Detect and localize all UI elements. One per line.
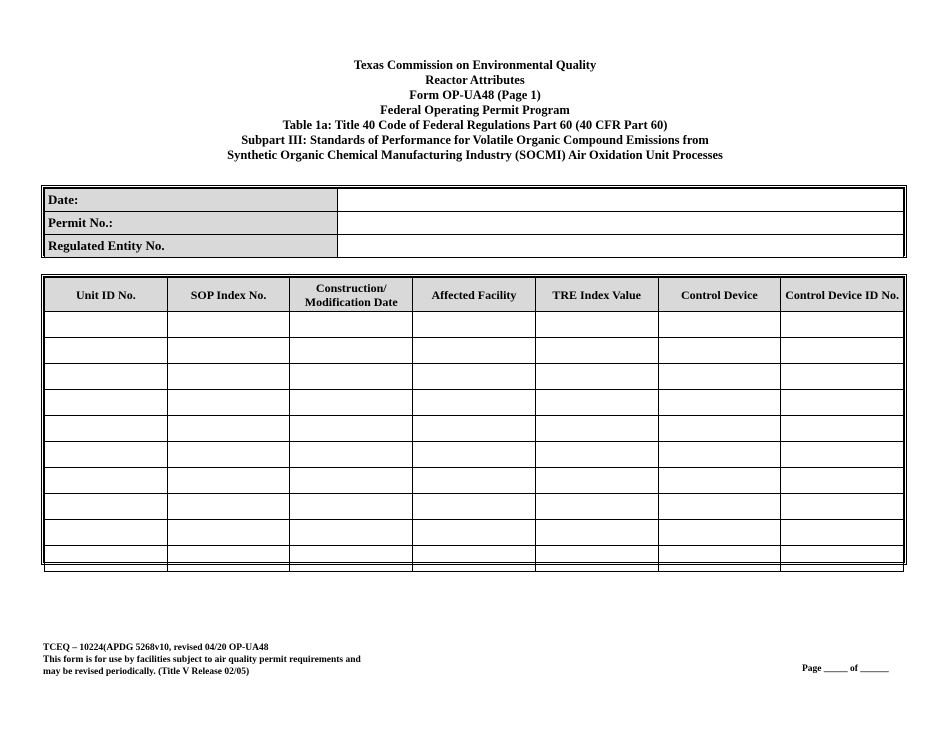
cell-affected-facility[interactable] — [413, 390, 536, 416]
cell-construction-date[interactable] — [290, 546, 413, 572]
cell-affected-facility[interactable] — [413, 520, 536, 546]
date-label: Date: — [45, 189, 338, 212]
cell-unit-id[interactable] — [45, 468, 168, 494]
cell-control-device-id[interactable] — [781, 312, 904, 338]
table-row — [45, 494, 904, 520]
cell-unit-id[interactable] — [45, 546, 168, 572]
header-title: Reactor Attributes — [425, 73, 525, 87]
cell-tre-index[interactable] — [535, 416, 658, 442]
form-header — [0, 58, 950, 163]
cell-sop-index[interactable] — [167, 338, 290, 364]
cell-unit-id[interactable] — [45, 364, 168, 390]
footer-note-2: may be revised periodically. (Title V Release 02/05) — [43, 667, 250, 677]
cell-sop-index[interactable] — [167, 416, 290, 442]
page-number: Page _____ of ______ — [802, 664, 889, 674]
cell-construction-date[interactable] — [290, 390, 413, 416]
cell-tre-index[interactable] — [535, 312, 658, 338]
header-table-title: Table 1a: Title 40 Code of Federal Regulations Part 60 (40 CFR Part 60) — [282, 118, 668, 132]
table-row — [45, 338, 904, 364]
cell-construction-date[interactable] — [290, 468, 413, 494]
column-header-construction-date: Construction/ Modification Date — [290, 278, 413, 312]
cell-control-device[interactable] — [658, 390, 781, 416]
cell-sop-index[interactable] — [167, 312, 290, 338]
table-row — [45, 520, 904, 546]
cell-tre-index[interactable] — [535, 364, 658, 390]
column-header-sop-index: SOP Index No. — [167, 278, 290, 312]
cell-sop-index[interactable] — [167, 494, 290, 520]
cell-affected-facility[interactable] — [413, 442, 536, 468]
table-row — [45, 312, 904, 338]
table-row — [45, 442, 904, 468]
cell-affected-facility[interactable] — [413, 312, 536, 338]
cell-control-device-id[interactable] — [781, 468, 904, 494]
cell-unit-id[interactable] — [45, 442, 168, 468]
cell-tre-index[interactable] — [535, 546, 658, 572]
cell-construction-date[interactable] — [290, 416, 413, 442]
cell-construction-date[interactable] — [290, 338, 413, 364]
cell-control-device-id[interactable] — [781, 416, 904, 442]
cell-affected-facility[interactable] — [413, 494, 536, 520]
cell-unit-id[interactable] — [45, 390, 168, 416]
permit-number-label: Permit No.: — [45, 212, 338, 235]
regulated-entity-label: Regulated Entity No. — [45, 235, 338, 258]
cell-sop-index[interactable] — [167, 520, 290, 546]
cell-control-device[interactable] — [658, 312, 781, 338]
cell-control-device-id[interactable] — [781, 442, 904, 468]
cell-unit-id[interactable] — [45, 520, 168, 546]
column-header-affected-facility: Affected Facility — [413, 278, 536, 312]
column-header-tre-index: TRE Index Value — [535, 278, 658, 312]
cell-control-device[interactable] — [658, 494, 781, 520]
cell-control-device-id[interactable] — [781, 520, 904, 546]
column-header-control-device-id: Control Device ID No. — [781, 278, 904, 312]
footer-note-1: This form is for use by facilities subject to air quality permit requirements and — [43, 655, 361, 665]
cell-affected-facility[interactable] — [413, 416, 536, 442]
table-row — [45, 390, 904, 416]
cell-control-device-id[interactable] — [781, 364, 904, 390]
cell-tre-index[interactable] — [535, 442, 658, 468]
table-row — [45, 364, 904, 390]
table-row — [45, 416, 904, 442]
cell-control-device-id[interactable] — [781, 338, 904, 364]
footer-form-id: TCEQ – 10224(APDG 5268v10, revised 04/20 OP-UA48 — [43, 643, 269, 653]
cell-construction-date[interactable] — [290, 364, 413, 390]
cell-control-device-id[interactable] — [781, 390, 904, 416]
cell-tre-index[interactable] — [535, 468, 658, 494]
cell-affected-facility[interactable] — [413, 546, 536, 572]
permit-number-field[interactable] — [338, 212, 904, 235]
column-header-unit-id: Unit ID No. — [45, 278, 168, 312]
table-row — [45, 468, 904, 494]
cell-affected-facility[interactable] — [413, 338, 536, 364]
cell-unit-id[interactable] — [45, 416, 168, 442]
table-body — [45, 312, 904, 572]
cell-sop-index[interactable] — [167, 442, 290, 468]
header-program: Federal Operating Permit Program — [380, 103, 570, 117]
cell-tre-index[interactable] — [535, 520, 658, 546]
cell-unit-id[interactable] — [45, 494, 168, 520]
cell-control-device[interactable] — [658, 416, 781, 442]
cell-control-device[interactable] — [658, 520, 781, 546]
info-table — [41, 185, 907, 258]
date-field[interactable] — [338, 189, 904, 212]
cell-tre-index[interactable] — [535, 390, 658, 416]
footer-notes — [43, 642, 361, 678]
cell-control-device[interactable] — [658, 442, 781, 468]
cell-affected-facility[interactable] — [413, 364, 536, 390]
cell-construction-date[interactable] — [290, 520, 413, 546]
header-subpart-cont: Synthetic Organic Chemical Manufacturing Industry (SOCMI) Air Oxidation Unit Processes — [227, 148, 723, 162]
cell-construction-date[interactable] — [290, 442, 413, 468]
cell-sop-index[interactable] — [167, 364, 290, 390]
cell-control-device-id[interactable] — [781, 494, 904, 520]
cell-control-device[interactable] — [658, 338, 781, 364]
cell-control-device[interactable] — [658, 546, 781, 572]
reactor-attributes-table — [41, 274, 907, 565]
regulated-entity-field[interactable] — [338, 235, 904, 258]
cell-sop-index[interactable] — [167, 546, 290, 572]
cell-tre-index[interactable] — [535, 338, 658, 364]
cell-affected-facility[interactable] — [413, 468, 536, 494]
table-header-row — [45, 278, 904, 312]
table-row — [45, 546, 904, 572]
cell-unit-id[interactable] — [45, 338, 168, 364]
header-form-number: Form OP-UA48 (Page 1) — [409, 88, 541, 102]
cell-control-device[interactable] — [658, 364, 781, 390]
cell-sop-index[interactable] — [167, 390, 290, 416]
cell-tre-index[interactable] — [535, 494, 658, 520]
header-agency: Texas Commission on Environmental Quality — [353, 58, 597, 72]
column-header-control-device: Control Device — [658, 278, 781, 312]
header-subpart: Subpart III: Standards of Performance for Volatile Organic Compound Emissions from — [241, 133, 709, 147]
cell-construction-date[interactable] — [290, 494, 413, 520]
cell-sop-index[interactable] — [167, 468, 290, 494]
cell-control-device-id[interactable] — [781, 546, 904, 572]
cell-control-device[interactable] — [658, 468, 781, 494]
cell-unit-id[interactable] — [45, 312, 168, 338]
cell-construction-date[interactable] — [290, 312, 413, 338]
